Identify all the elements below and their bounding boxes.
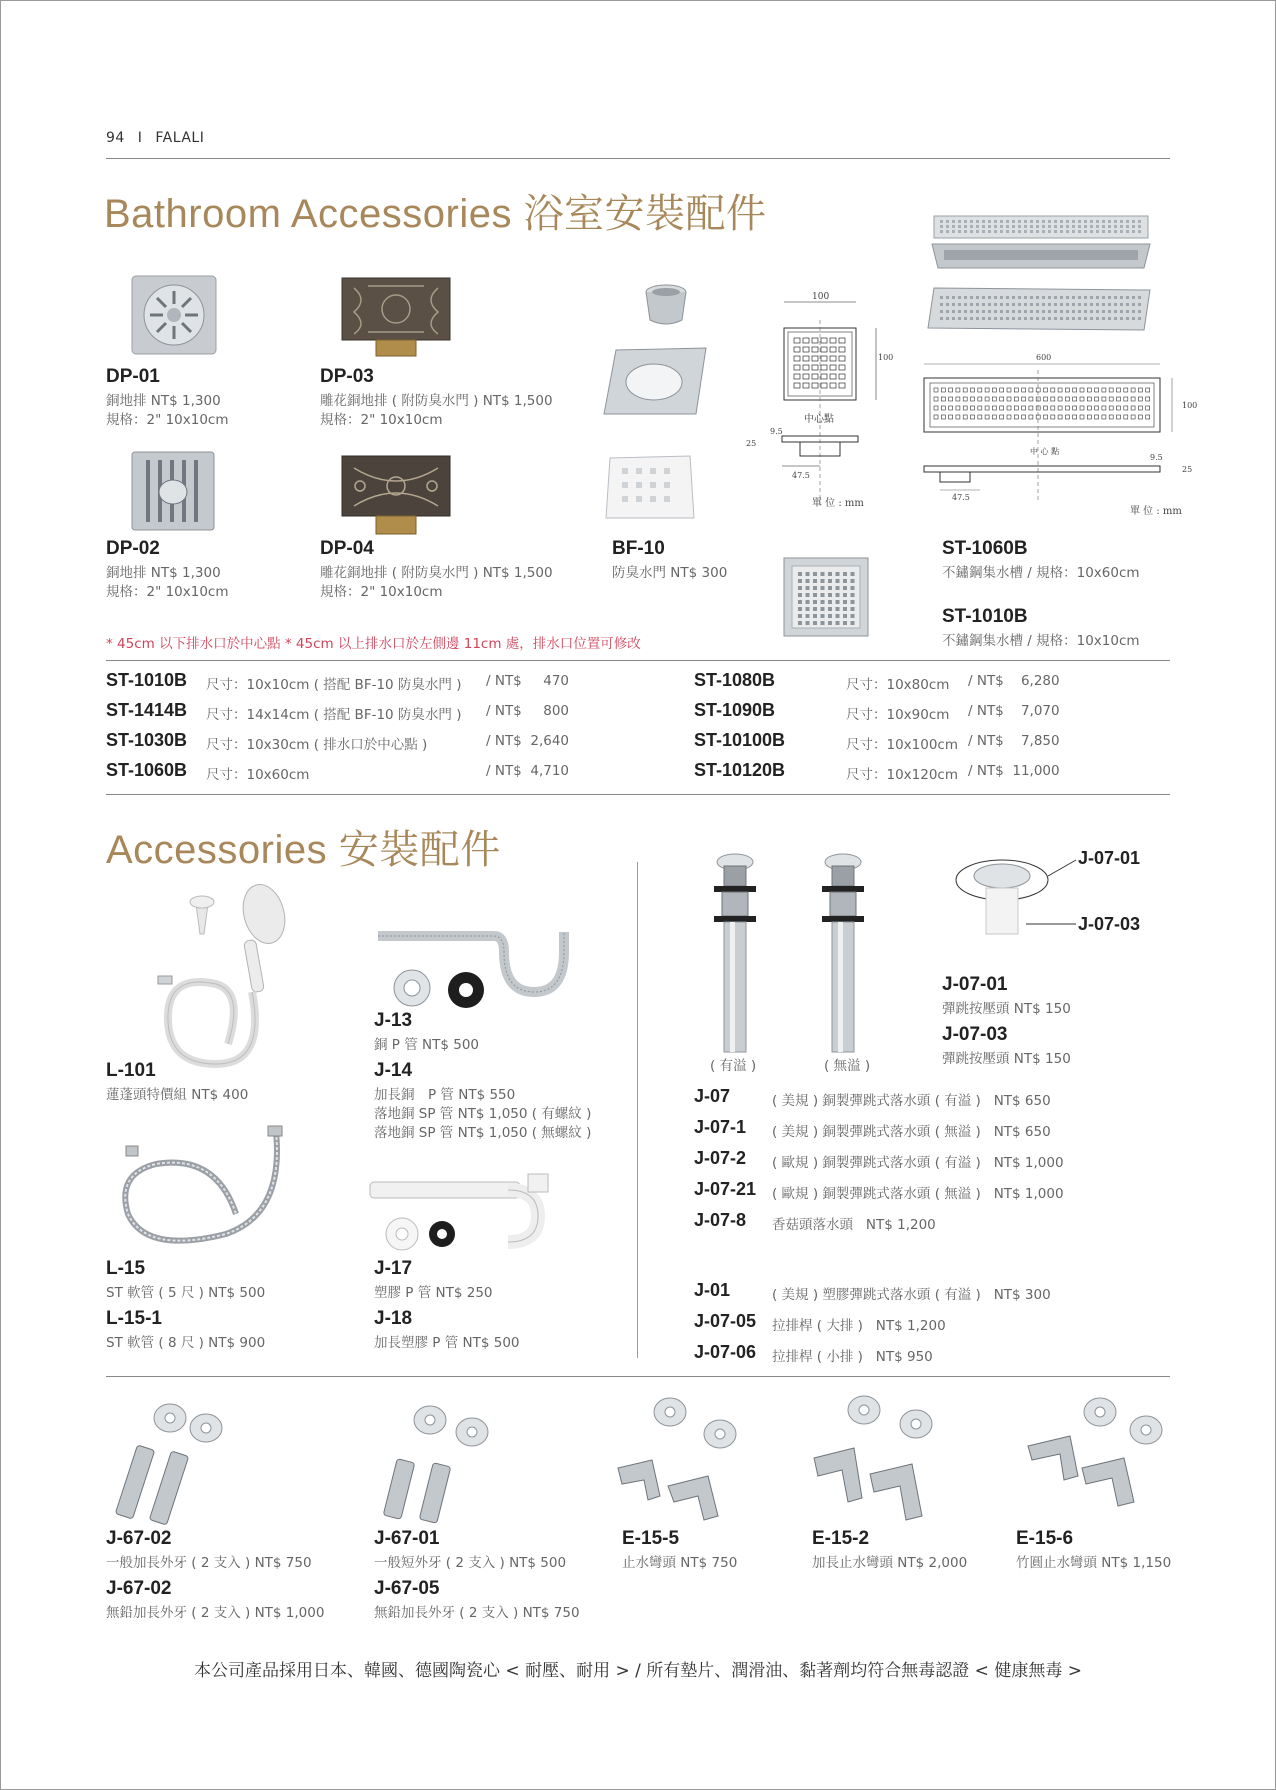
drain-row <box>694 1117 1164 1145</box>
e-15-5-image <box>608 1390 758 1528</box>
dp-03-image <box>338 276 456 358</box>
drawing-small-drain <box>742 290 892 514</box>
product-spec-dp-03: 規格：2" 10x10cm <box>320 412 443 428</box>
product-desc-l-101: 蓮蓬頭特價組 NT$ 400 <box>106 1087 249 1103</box>
dp-01-image <box>130 274 218 356</box>
product-code-j-18: J-18 <box>374 1308 413 1329</box>
product-code-e-15-2: E-15-2 <box>812 1528 870 1549</box>
dim-25-large: 25 <box>1182 465 1193 474</box>
product-code-j-17: J-17 <box>374 1258 413 1279</box>
product-desc-st-1010b: 不鏽鋼集水槽 / 規格：10x10cm <box>942 633 1140 649</box>
j-14-line-2: 落地銅 SP 管 NT$ 1,050 ( 有螺紋 ) <box>374 1106 592 1122</box>
price-row <box>106 670 666 700</box>
product-spec-dp-02: 規格：2" 10x10cm <box>106 584 229 600</box>
product-price-dp-03: 雕花銅地排 ( 附防臭水門 ) NT$ 1,500 <box>320 393 553 409</box>
product-code-dp-01: DP-01 <box>106 366 160 387</box>
drain-row-code: J-07-05 <box>694 1311 757 1331</box>
price-row-code: ST-10100B <box>694 730 786 750</box>
drain-no-overflow-image <box>808 852 878 1056</box>
dim-47-5-large: 47.5 <box>952 493 970 502</box>
product-code-j-07-03: J-07-03 <box>942 1024 1008 1045</box>
unit-label-small: 單 位 : mm <box>812 498 864 509</box>
st-1010b-image <box>782 556 870 638</box>
price-row-size: 尺寸：10x90cm <box>846 707 950 723</box>
price-row <box>694 670 1254 700</box>
price-row-code: ST-10120B <box>694 760 786 780</box>
drain-row-code: J-07-1 <box>694 1117 747 1137</box>
drain-row-desc: ( 歐規 ) 銅製彈跳式落水頭 ( 無溢 ) NT$ 1,000 <box>772 1186 1064 1202</box>
j-13-image <box>374 912 574 1012</box>
drain-row <box>694 1280 1164 1308</box>
product-desc-st-1060b: 不鏽鋼集水槽 / 規格：10x60cm <box>942 565 1140 581</box>
price-row-price: / NT$ 470 <box>486 673 569 689</box>
product-price-dp-01: 銅地排 NT$ 1,300 <box>106 393 221 409</box>
price-row <box>694 700 1254 730</box>
product-desc-j-67-02: 一般加長外牙 ( 2 支入 ) NT$ 750 <box>106 1555 312 1571</box>
bf-10-frame-image <box>600 342 712 420</box>
price-row-price: / NT$ 7,070 <box>968 703 1060 719</box>
dp-04-image <box>338 454 456 536</box>
callout-j-07-03: J-07-03 <box>1078 914 1141 934</box>
bf-10-top-image <box>640 282 692 330</box>
price-row-size: 尺寸：10x100cm <box>846 737 959 753</box>
price-row-price: / NT$ 4,710 <box>486 763 570 779</box>
product-price-dp-04: 雕花銅地排 ( 附防臭水門 ) NT$ 1,500 <box>320 565 553 581</box>
page-header <box>106 130 204 146</box>
st-1060b-grate-image <box>930 214 1152 276</box>
drain-overflow-image <box>700 852 770 1056</box>
drain-row-desc: 拉排桿 ( 大排 ) NT$ 1,200 <box>772 1318 946 1334</box>
label-overflow: ( 有溢 ) <box>710 1058 757 1074</box>
callout-j-07-01: J-07-01 <box>1078 848 1141 868</box>
j-17-image <box>368 1172 558 1262</box>
drain-row-desc: ( 美規 ) 銅製彈跳式落水頭 ( 有溢 ) NT$ 650 <box>772 1093 1051 1109</box>
product-desc-j-67-05: 無鉛加長外牙 ( 2 支入 ) NT$ 750 <box>374 1605 580 1621</box>
price-row-size: 尺寸：10x30cm ( 排水口於中心點 ) <box>206 737 428 753</box>
unit-label-large: 單 位 : mm <box>1130 506 1182 517</box>
product-desc-l-15: ST 軟管 ( 5 尺 ) NT$ 500 <box>106 1285 266 1301</box>
drawing-long-drain <box>920 350 1198 520</box>
product-code-e-15-5: E-15-5 <box>622 1528 680 1549</box>
price-row-code: ST-1010B <box>106 670 188 690</box>
e-15-6-image <box>1020 1390 1170 1528</box>
drain-position-note: * 45cm 以下排水口於中心點 * 45cm 以上排水口於左側邊 11cm 處，排水口位置可修改 <box>106 636 641 652</box>
drain-row-desc: ( 美規 ) 塑膠彈跳式落水頭 ( 有溢 ) NT$ 300 <box>772 1287 1051 1303</box>
brand-name: FALALI <box>155 130 205 146</box>
table-top-rule <box>106 660 1170 661</box>
dim-width-label: 100 <box>812 292 830 302</box>
drain-row <box>694 1210 1164 1238</box>
dim-height-label: 100 <box>878 353 894 362</box>
l-15-image <box>106 1124 296 1254</box>
price-row <box>694 760 1254 790</box>
l-101-image <box>156 874 306 1074</box>
price-row-price: / NT$ 800 <box>486 703 569 719</box>
product-desc-j-14 <box>374 1086 591 1143</box>
e-15-2-image <box>806 1390 956 1528</box>
price-row-code: ST-1414B <box>106 700 188 720</box>
product-code-j-14: J-14 <box>374 1060 413 1081</box>
product-price-dp-02: 銅地排 NT$ 1,300 <box>106 565 221 581</box>
price-row-code: ST-1080B <box>694 670 776 690</box>
price-row <box>106 730 666 760</box>
product-code-l-101: L-101 <box>106 1060 156 1081</box>
dim-25: 25 <box>746 439 757 448</box>
drain-row-code: J-07-8 <box>694 1210 747 1230</box>
drain-row <box>694 1148 1164 1176</box>
product-code-j-67-02-leadfree: J-67-02 <box>106 1578 172 1599</box>
st-1060b-grate-image-2 <box>926 286 1152 332</box>
product-spec-dp-01: 規格：2" 10x10cm <box>106 412 229 428</box>
product-code-j-07-01: J-07-01 <box>942 974 1008 995</box>
center-point-label-large: 中 心 點 <box>1030 447 1060 456</box>
price-row-code: ST-1060B <box>106 760 188 780</box>
product-code-j-67-05: J-67-05 <box>374 1578 440 1599</box>
product-desc-l-15-1: ST 軟管 ( 8 尺 ) NT$ 900 <box>106 1335 266 1351</box>
price-row-price: / NT$ 11,000 <box>968 763 1060 779</box>
drain-row-code: J-01 <box>694 1280 731 1300</box>
price-row-size: 尺寸：14x14cm ( 搭配 BF-10 防臭水門 ) <box>206 707 462 723</box>
j-67-02-image <box>104 1400 234 1528</box>
drain-row-code: J-07-21 <box>694 1179 757 1199</box>
product-code-l-15-1: L-15-1 <box>106 1308 162 1329</box>
product-code-dp-03: DP-03 <box>320 366 374 387</box>
product-desc-dp-03 <box>320 392 553 430</box>
product-desc-j-17: 塑膠 P 管 NT$ 250 <box>374 1285 493 1301</box>
popup-head-image <box>950 852 1080 962</box>
product-desc-dp-04 <box>320 564 553 602</box>
product-code-j-13: J-13 <box>374 1010 413 1031</box>
product-desc-e-15-2: 加長止水彎頭 NT$ 2,000 <box>812 1555 968 1571</box>
product-desc-j-13: 銅 P 管 NT$ 500 <box>374 1037 480 1053</box>
drain-row-code: J-07-2 <box>694 1148 747 1168</box>
price-row-size: 尺寸：10x80cm <box>846 677 950 693</box>
price-row-price: / NT$ 6,280 <box>968 673 1060 689</box>
price-row-code: ST-1030B <box>106 730 188 750</box>
price-row-price: / NT$ 7,850 <box>968 733 1060 749</box>
product-desc-dp-02 <box>106 564 229 602</box>
product-desc-j-67-02-leadfree: 無鉛加長外牙 ( 2 支入 ) NT$ 1,000 <box>106 1605 325 1621</box>
header-rule <box>106 158 1170 159</box>
price-row <box>106 760 666 790</box>
j-14-line-3: 落地銅 SP 管 NT$ 1,050 ( 無螺紋 ) <box>374 1125 592 1141</box>
drain-row-code: J-07 <box>694 1086 731 1106</box>
header-separator: I <box>137 130 143 146</box>
drain-row-code: J-07-06 <box>694 1342 757 1362</box>
drain-row <box>694 1086 1164 1114</box>
product-code-bf-10: BF-10 <box>612 538 665 559</box>
drain-row-desc: 香菇頭落水頭 NT$ 1,200 <box>772 1217 936 1233</box>
product-desc-e-15-5: 止水彎頭 NT$ 750 <box>622 1555 738 1571</box>
product-code-j-67-02: J-67-02 <box>106 1528 172 1549</box>
product-code-st-1010b: ST-1010B <box>942 606 1028 627</box>
product-desc-j-18: 加長塑膠 P 管 NT$ 500 <box>374 1335 520 1351</box>
price-row <box>694 730 1254 760</box>
drain-row <box>694 1342 1164 1370</box>
product-spec-dp-04: 規格：2" 10x10cm <box>320 584 443 600</box>
drain-row-desc: 拉排桿 ( 小排 ) NT$ 950 <box>772 1349 933 1365</box>
drain-row <box>694 1179 1164 1207</box>
section-title-accessories: Accessories 安裝配件 <box>106 828 501 872</box>
price-row-code: ST-1090B <box>694 700 776 720</box>
product-code-dp-02: DP-02 <box>106 538 160 559</box>
table-bottom-rule <box>106 794 1170 795</box>
bf-10-grate-image <box>604 452 696 524</box>
product-code-j-67-01: J-67-01 <box>374 1528 440 1549</box>
dim-600: 600 <box>1036 353 1052 362</box>
dim-47-5: 47.5 <box>792 471 810 480</box>
j-67-01-image <box>374 1400 504 1528</box>
product-code-dp-04: DP-04 <box>320 538 374 559</box>
product-desc-e-15-6: 竹圓止水彎頭 NT$ 1,150 <box>1016 1555 1172 1571</box>
drain-row <box>694 1311 1164 1339</box>
page-number: 94 <box>106 130 125 146</box>
dp-02-image <box>128 450 218 532</box>
drain-row-desc: ( 美規 ) 銅製彈跳式落水頭 ( 無溢 ) NT$ 650 <box>772 1124 1051 1140</box>
column-divider <box>637 862 638 1358</box>
center-point-label: 中心點 <box>804 414 834 425</box>
drain-row-desc: ( 歐規 ) 銅製彈跳式落水頭 ( 有溢 ) NT$ 1,000 <box>772 1155 1064 1171</box>
product-desc-j-07-01: 彈跳按壓頭 NT$ 150 <box>942 1001 1071 1017</box>
footer-statement: 本公司產品採用日本、韓國、德國陶瓷心 < 耐壓、耐用 > / 所有墊片、潤滑油、黏著劑均符合無毒認證 < 健康無毒 > <box>194 1661 1082 1681</box>
label-no-overflow: ( 無溢 ) <box>824 1058 871 1074</box>
product-desc-dp-01 <box>106 392 229 430</box>
dim-9-5-large: 9.5 <box>1150 453 1163 462</box>
dim-9-5: 9.5 <box>770 427 783 436</box>
dim-100-large: 100 <box>1182 401 1198 410</box>
product-code-st-1060b: ST-1060B <box>942 538 1028 559</box>
product-desc-j-07-03: 彈跳按壓頭 NT$ 150 <box>942 1051 1071 1067</box>
section-title-bathroom: Bathroom Accessories 浴室安裝配件 <box>104 192 767 236</box>
product-code-e-15-6: E-15-6 <box>1016 1528 1074 1549</box>
product-desc-bf-10: 防臭水門 NT$ 300 <box>612 565 728 581</box>
price-row-price: / NT$ 2,640 <box>486 733 570 749</box>
price-row <box>106 700 666 730</box>
product-code-l-15: L-15 <box>106 1258 146 1279</box>
product-desc-j-67-01: 一般短外牙 ( 2 支入 ) NT$ 500 <box>374 1555 567 1571</box>
section3-top-rule <box>106 1376 1170 1377</box>
price-row-size: 尺寸：10x10cm ( 搭配 BF-10 防臭水門 ) <box>206 677 462 693</box>
price-row-size: 尺寸：10x60cm <box>206 767 310 783</box>
j-14-line-1: 加長銅 P 管 NT$ 550 <box>374 1087 516 1103</box>
price-row-size: 尺寸：10x120cm <box>846 767 959 783</box>
